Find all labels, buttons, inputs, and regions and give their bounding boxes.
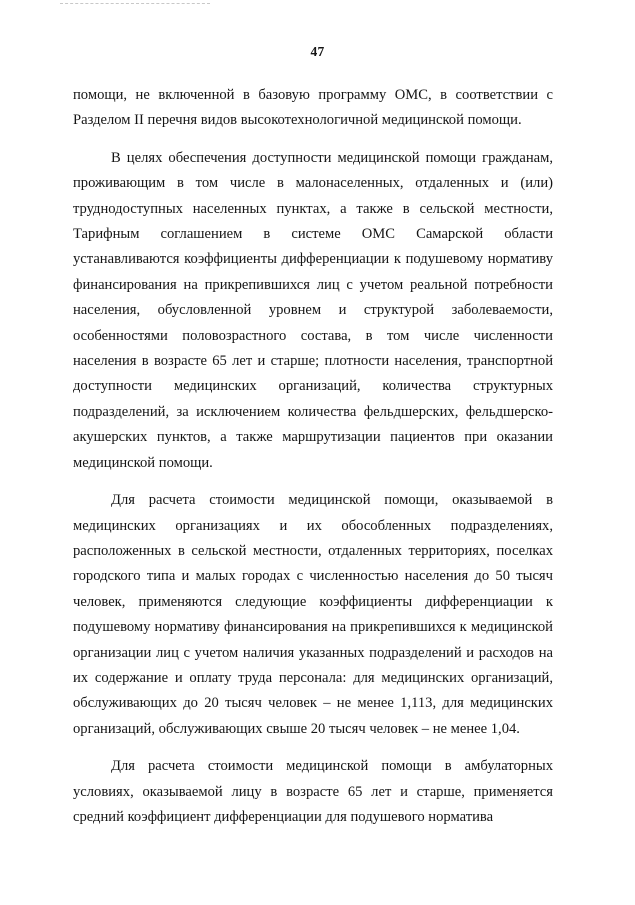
- page-number: 47: [310, 44, 325, 59]
- document-body: [73, 83, 553, 830]
- scan-edge-mark: [60, 3, 210, 5]
- paragraph-elderly-coefficient: Для расчета стоимости медицинской помощи в амбулаторных условиях, оказываемой лицу в возрасте 65 лет и старше, применяется средний коэффициент дифференциации для подушевого норматива: [73, 758, 553, 825]
- paragraph-accessibility-coefficients: В целях обеспечения доступности медицинской помощи гражданам, проживающим в том числе в малонаселенных, отдаленных и (или) труднодоступных населенных пунктах, а также в сельской местности, Тарифным соглашением в системе ОМС Самарской области устанавливаются коэффициенты дифференциации к подушевому нормативу финансирования на прикрепившихся лиц с учетом реальной потребности населения, обусловленной уровнем и структурой заболеваемости, особенностями половозрастного состава, в том числе численности населения в возрасте 65 лет и старше; плотности населения, транспортной доступности медицинских организаций, количества структурных подразделений, за исключением количества фельдшерских, фельдшерско-акушерских пунктов, а также маршрутизации пациентов при оказании медицинской помощи.: [73, 149, 553, 471]
- paragraph-rural-coefficients: Для расчета стоимости медицинской помощи, оказываемой в медицинских организациях и их обособленных подразделениях, расположенных в сельской местности, отдаленных территориях, поселках городского типа и малых городах с численностью населения до 50 тысяч человек, применяются следующие коэффициенты дифференциации к подушевому нормативу финансирования на прикрепившихся к медицинской организации лиц с учетом наличия указанных подразделений и расходов на их содержание и оплату труда персонала: для медицинских организаций, обслуживающих до 20 тысяч человек – не менее 1,113, для медицинских организаций, обслуживающих свыше 20 тысяч человек – не менее 1,04.: [73, 492, 553, 737]
- paragraph-continuation: помощи, не включенной в базовую программу ОМС, в соответствии с Разделом II перечня видов высокотехнологичной медицинской помощи.: [73, 87, 553, 129]
